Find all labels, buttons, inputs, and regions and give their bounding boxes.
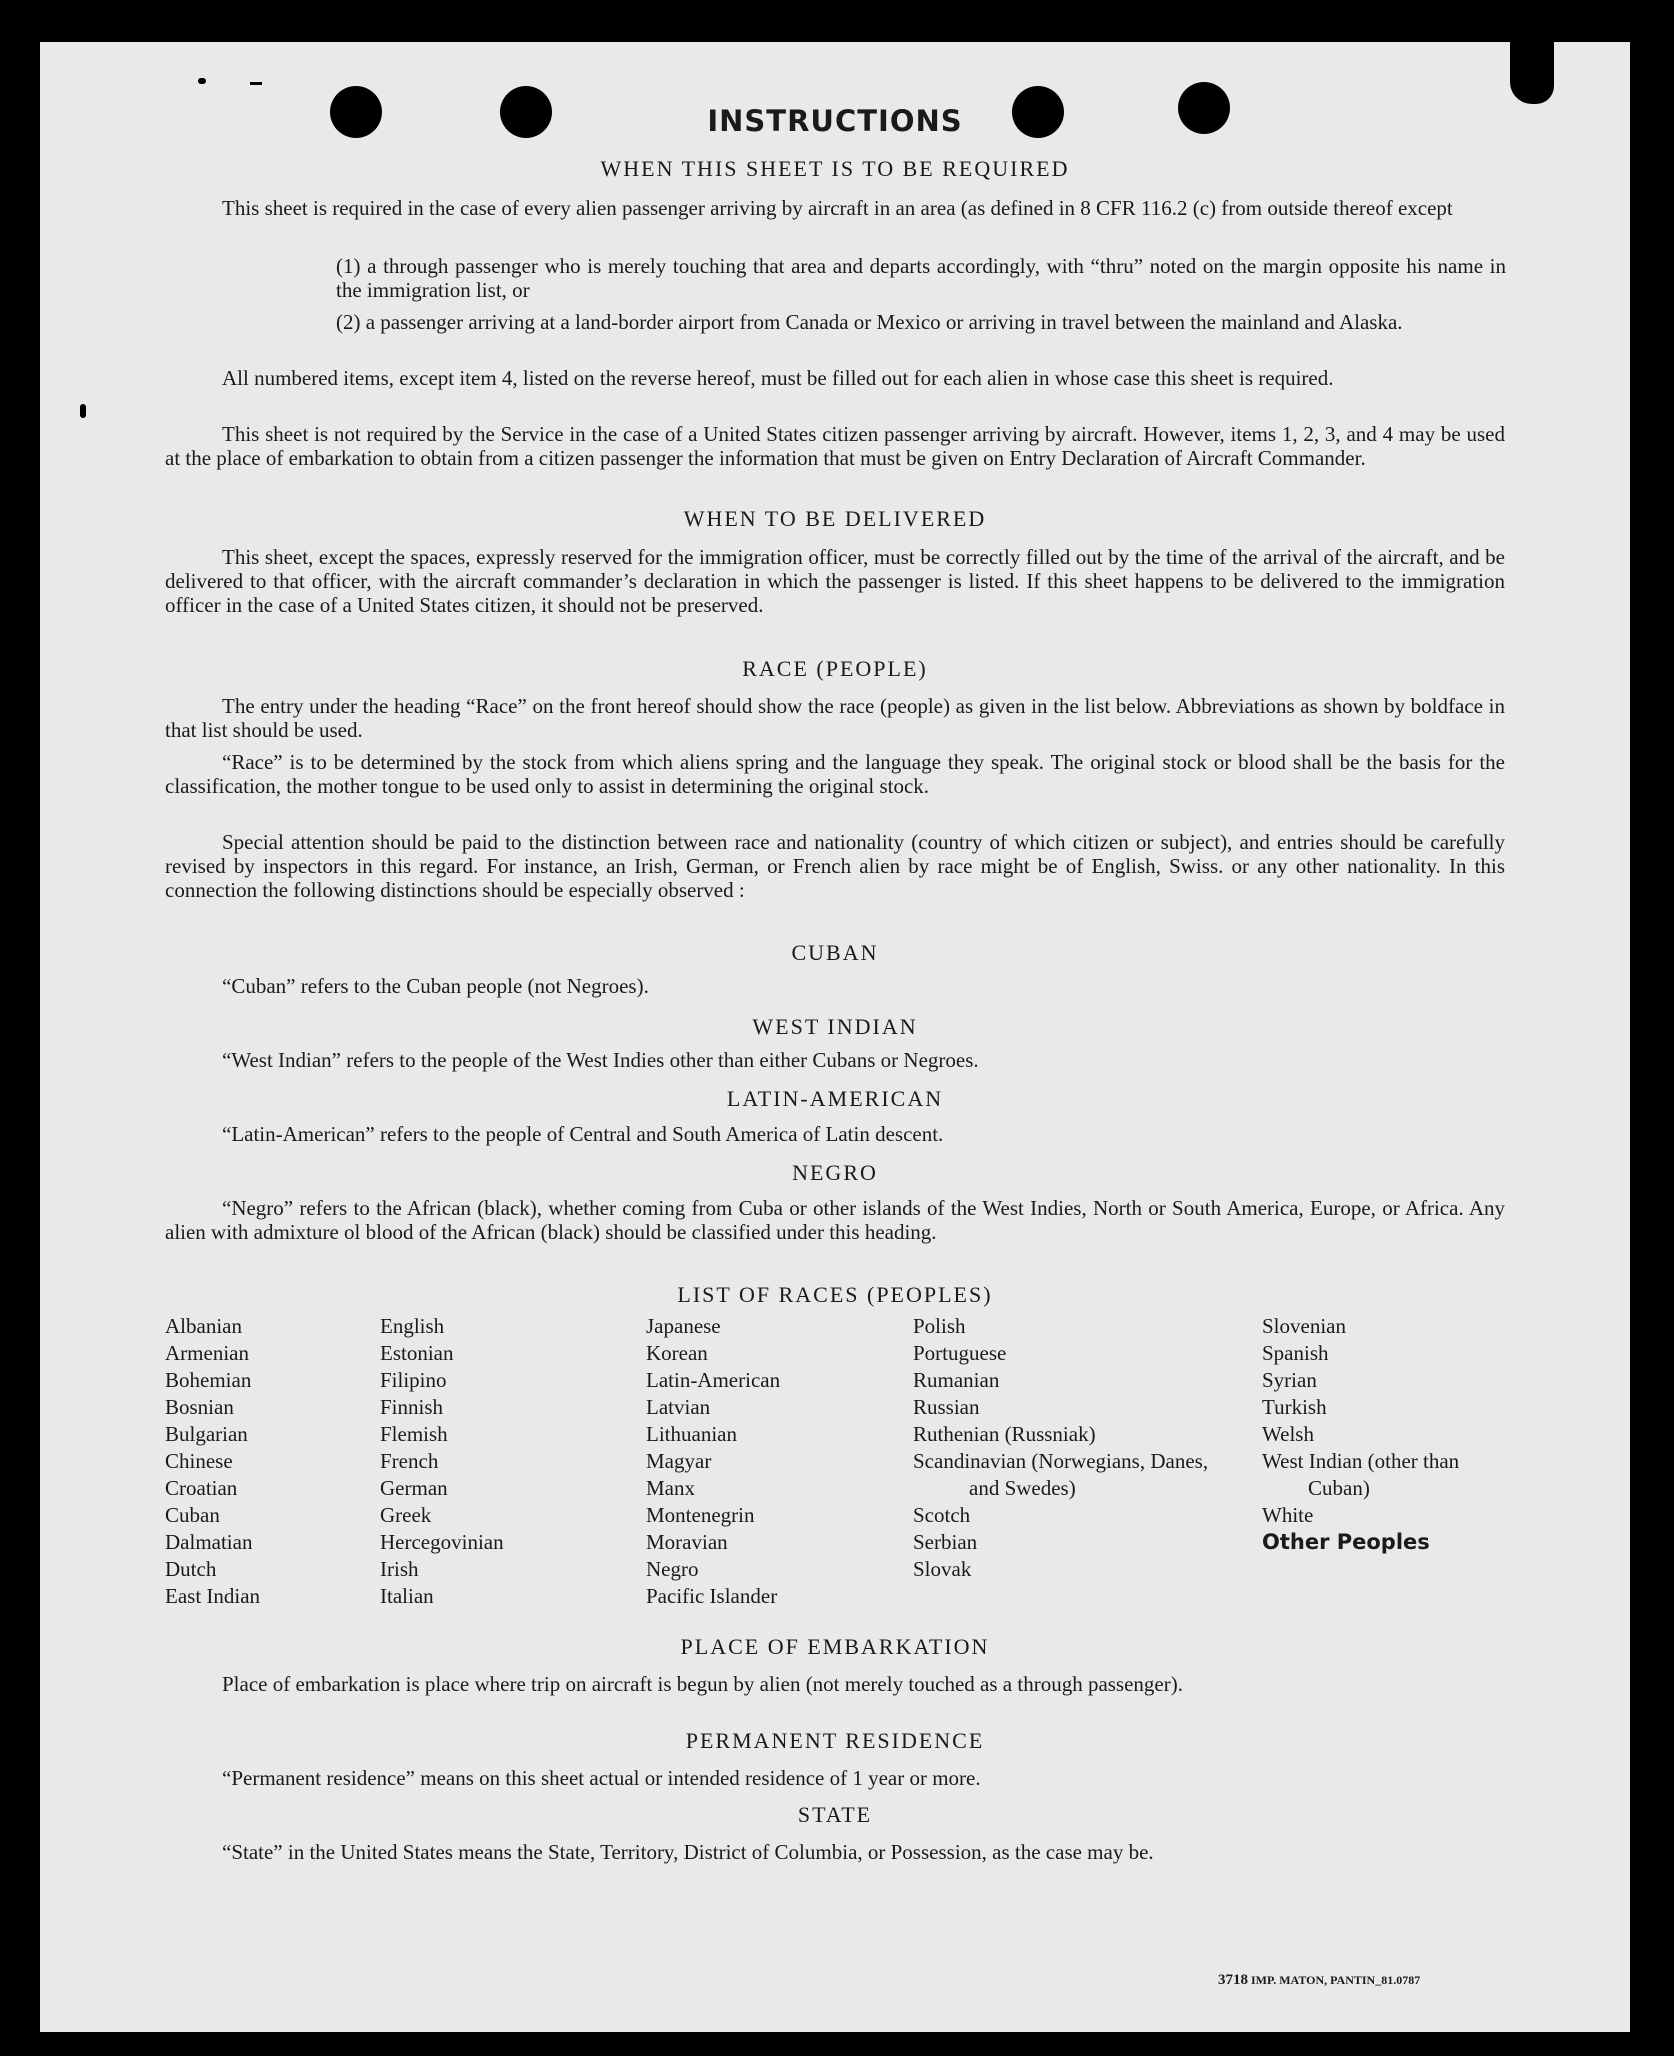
list-item: Latvian	[646, 1395, 711, 1419]
list-item: English	[380, 1314, 445, 1338]
paragraph: (1) a through passenger who is merely touching that area and departs accordingly, with “thru” noted on the margin opposite his name in the immigration list, or	[336, 254, 1506, 302]
list-item: Chinese	[165, 1449, 233, 1473]
form-footer	[1218, 1972, 1420, 1989]
list-item: Turkish	[1262, 1395, 1327, 1419]
list-item: Irish	[380, 1557, 419, 1581]
list-item: Portuguese	[913, 1341, 1007, 1365]
list-item: Estonian	[380, 1341, 454, 1365]
list-item: Manx	[646, 1476, 695, 1500]
section-heading: PERMANENT RESIDENCE	[685, 1728, 985, 1753]
paragraph: “Race” is to be determined by the stock from which aliens spring and the language they speak. The original stock or blood shall be the basis for the classification, the mother tongue to be used only to assist in determining the original stock.	[165, 750, 1505, 798]
printer-imprint: IMP. MATON, PANTIN_81.0787	[1251, 1973, 1421, 1987]
paragraph: “Negro” refers to the African (black), whether coming from Cuba or other islands of the West Indies, North or South America, Europe, or Africa. Any alien with admixture ol blood of the African (black) should be classified under this heading.	[165, 1196, 1505, 1244]
list-item: Finnish	[380, 1395, 444, 1419]
section-heading: LIST OF RACES (PEOPLES)	[677, 1282, 993, 1307]
paragraph: “West Indian” refers to the people of the West Indies other than either Cubans or Negroes.	[222, 1048, 979, 1072]
paragraph: “Latin-American” refers to the people of Central and South America of Latin descent.	[222, 1122, 944, 1146]
list-item: Italian	[380, 1584, 434, 1608]
section-heading: PLACE OF EMBARKATION	[680, 1634, 990, 1659]
section-heading: LATIN-AMERICAN	[726, 1086, 944, 1111]
paragraph: This sheet is not required by the Service in the case of a United States citizen passenger arriving by aircraft. However, items 1, 2, 3, and 4 may be used at the place of embarkation to obtain from a citizen passenger the information that must be given on Entry Declaration of Aircraft Commander.	[165, 422, 1505, 470]
section-heading: CUBAN	[791, 940, 879, 965]
list-item: Serbian	[913, 1530, 978, 1554]
list-item: Korean	[646, 1341, 708, 1365]
torn-corner	[1510, 42, 1554, 104]
section-heading: NEGRO	[792, 1160, 878, 1185]
paragraph: The entry under the heading “Race” on the front hereof should show the race (people) as given in the list below. Abbreviations as shown by boldface in that list should be used.	[165, 694, 1505, 742]
list-item: West Indian (other than Cuban)	[1262, 1449, 1460, 1500]
list-item: Japanese	[646, 1314, 721, 1338]
list-item: Hercegovinian	[380, 1530, 504, 1554]
speck	[198, 78, 206, 84]
paragraph: This sheet, except the spaces, expressly reserved for the immigration officer, must be correctly filled out by the time of the arrival of the aircraft, and be delivered to that officer, with the aircraft commander’s declaration in which the passenger is listed. If this sheet happens to be delivered to the immigration officer in the case of a United States citizen, it should not be preserved.	[165, 545, 1505, 617]
list-item: Pacific Islander	[646, 1584, 778, 1608]
paragraph: “State” in the United States means the State, Territory, District of Columbia, or Possession, as the case may be.	[222, 1840, 1154, 1864]
list-item: Bulgarian	[165, 1422, 248, 1446]
paragraph: All numbered items, except item 4, listed on the reverse hereof, must be filled out for each alien in whose case this sheet is required.	[222, 366, 1334, 390]
list-item: Lithuanian	[646, 1422, 737, 1446]
list-item: Other Peoples	[1262, 1530, 1430, 1554]
speck	[250, 82, 262, 85]
list-item: Dalmatian	[165, 1530, 253, 1554]
list-item: Albanian	[165, 1314, 242, 1338]
list-item: Bohemian	[165, 1368, 252, 1392]
list-item: French	[380, 1449, 439, 1473]
paragraph: (2) a passenger arriving at a land-border airport from Canada or Mexico or arriving in travel between the mainland and Alaska.	[336, 310, 1403, 334]
list-item: Magyar	[646, 1449, 712, 1473]
list-item: Negro	[646, 1557, 699, 1581]
section-heading: WHEN THIS SHEET IS TO BE REQUIRED	[600, 156, 1070, 181]
list-item: Cuban	[165, 1503, 220, 1527]
list-item: Croatian	[165, 1476, 238, 1500]
list-item: Scandinavian (Norwegians, Danes, and Swedes)	[913, 1449, 1209, 1500]
race-column-5	[1262, 1313, 1522, 1556]
list-item: Scotch	[913, 1503, 971, 1527]
list-item: Bosnian	[165, 1395, 234, 1419]
section-heading: STATE	[797, 1802, 873, 1827]
list-item: Greek	[380, 1503, 432, 1527]
list-item: Moravian	[646, 1530, 728, 1554]
paragraph: This sheet is required in the case of every alien passenger arriving by aircraft in an area (as defined in 8 CFR 116.2 (c) from outside thereof except	[222, 196, 1453, 220]
list-item: Polish	[913, 1314, 966, 1338]
list-item: Welsh	[1262, 1422, 1314, 1446]
page-title: INSTRUCTIONS	[707, 104, 963, 138]
list-item: East Indian	[165, 1584, 261, 1608]
race-column-1	[165, 1313, 260, 1610]
list-item: Russian	[913, 1395, 980, 1419]
list-item: Rumanian	[913, 1368, 1000, 1392]
list-item: German	[380, 1476, 448, 1500]
list-item: Filipino	[380, 1368, 447, 1392]
race-column-2	[380, 1313, 504, 1610]
list-item: Slovenian	[1262, 1314, 1346, 1338]
list-item: Spanish	[1262, 1341, 1329, 1365]
list-item: Armenian	[165, 1341, 249, 1365]
paragraph: Place of embarkation is place where trip on aircraft is begun by alien (not merely touched as a through passenger).	[222, 1672, 1183, 1696]
section-heading: WEST INDIAN	[752, 1014, 918, 1039]
list-item: Slovak	[913, 1557, 972, 1581]
section-heading: WHEN TO BE DELIVERED	[683, 506, 987, 531]
paragraph: “Permanent residence” means on this sheet actual or intended residence of 1 year or more.	[222, 1766, 981, 1790]
race-column-4	[913, 1313, 1233, 1583]
list-item: Ruthenian (Russniak)	[913, 1422, 1096, 1446]
section-heading: RACE (PEOPLE)	[742, 656, 928, 681]
paragraph: “Cuban” refers to the Cuban people (not Negroes).	[222, 974, 649, 998]
paragraph: Special attention should be paid to the distinction between race and nationality (country of which citizen or subject), and entries should be carefully revised by inspectors in this regard. For instance, an Irish, German, or French alien by race might be of English, Swiss. or any other nationality. In this connection the following distinctions should be especially observed :	[165, 830, 1505, 902]
document-sheet	[40, 42, 1630, 2032]
list-item: Dutch	[165, 1557, 217, 1581]
form-number: 3718	[1218, 1972, 1248, 1988]
speck	[80, 404, 86, 418]
list-item: White	[1262, 1503, 1314, 1527]
list-item: Latin-American	[646, 1368, 781, 1392]
list-item: Montenegrin	[646, 1503, 755, 1527]
list-item: Flemish	[380, 1422, 448, 1446]
list-item: Syrian	[1262, 1368, 1317, 1392]
race-column-3	[646, 1313, 780, 1610]
